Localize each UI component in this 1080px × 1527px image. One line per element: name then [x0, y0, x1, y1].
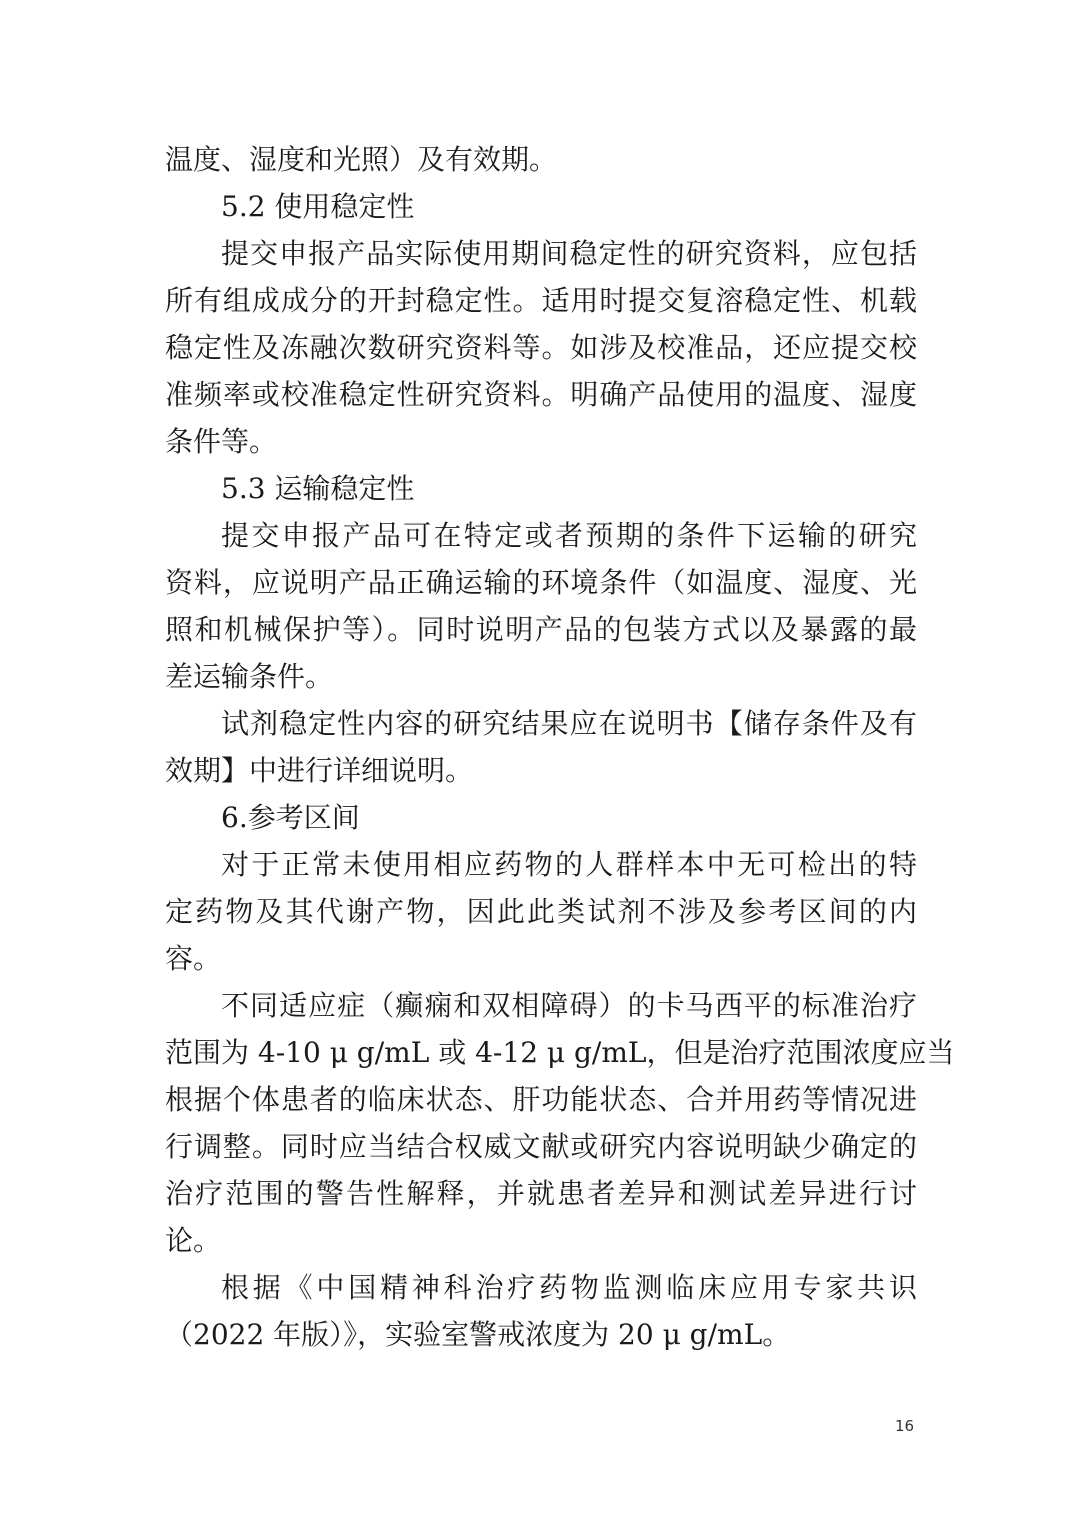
paragraph-line: 效期】中进行详细说明。: [165, 754, 474, 787]
paragraph-line: 温度、湿度和光照）及有效期。: [165, 143, 558, 176]
paragraph-line: 容。: [165, 942, 222, 975]
paragraph-line: 对于正常未使用相应药物的人群样本中无可检出的特: [221, 848, 917, 881]
paragraph-line: （2022 年版）》，实验室警戒浓度为 20 μ g/mL。: [165, 1318, 791, 1351]
paragraph-line: 行调整。同时应当结合权威文献或研究内容说明缺少确定的: [165, 1130, 917, 1163]
paragraph-line: 提交申报产品可在特定或者预期的条件下运输的研究: [221, 519, 917, 552]
paragraph-line: 论。: [165, 1224, 222, 1257]
paragraph-line: 根据《中国精神科治疗药物监测临床应用专家共识: [221, 1271, 917, 1304]
paragraph-line: 范围为 4-10 μ g/mL 或 4-12 μ g/mL，但是治疗范围浓度应当: [165, 1036, 955, 1069]
paragraph-line: 所有组成成分的开封稳定性。适用时提交复溶稳定性、机载: [165, 284, 917, 317]
paragraph-line: 准频率或校准稳定性研究资料。明确产品使用的温度、湿度: [165, 378, 917, 411]
paragraph-line: 差运输条件。: [165, 660, 334, 693]
paragraph-line: 不同适应症（癫痫和双相障碍）的卡马西平的标准治疗: [221, 989, 917, 1022]
paragraph-line: 试剂稳定性内容的研究结果应在说明书【储存条件及有: [221, 707, 917, 740]
paragraph-line: 定药物及其代谢产物，因此此类试剂不涉及参考区间的内: [165, 895, 917, 928]
page-number: 16: [895, 1417, 915, 1435]
paragraph-line: 治疗范围的警告性解释，并就患者差异和测试差异进行讨: [165, 1177, 917, 1210]
paragraph-line: 照和机械保护等）。同时说明产品的包装方式以及暴露的最: [165, 613, 917, 646]
section-heading: 6.参考区间: [221, 801, 360, 834]
paragraph-line: 提交申报产品实际使用期间稳定性的研究资料，应包括: [221, 237, 917, 270]
paragraph-line: 条件等。: [165, 425, 278, 458]
paragraph-line: 稳定性及冻融次数研究资料等。如涉及校准品，还应提交校: [165, 331, 917, 364]
paragraph-line: 资料，应说明产品正确运输的环境条件（如温度、湿度、光: [165, 566, 917, 599]
section-heading: 5.2 使用稳定性: [221, 190, 415, 223]
paragraph-line: 根据个体患者的临床状态、肝功能状态、合并用药等情况进: [165, 1083, 917, 1116]
section-heading: 5.3 运输稳定性: [221, 472, 415, 505]
